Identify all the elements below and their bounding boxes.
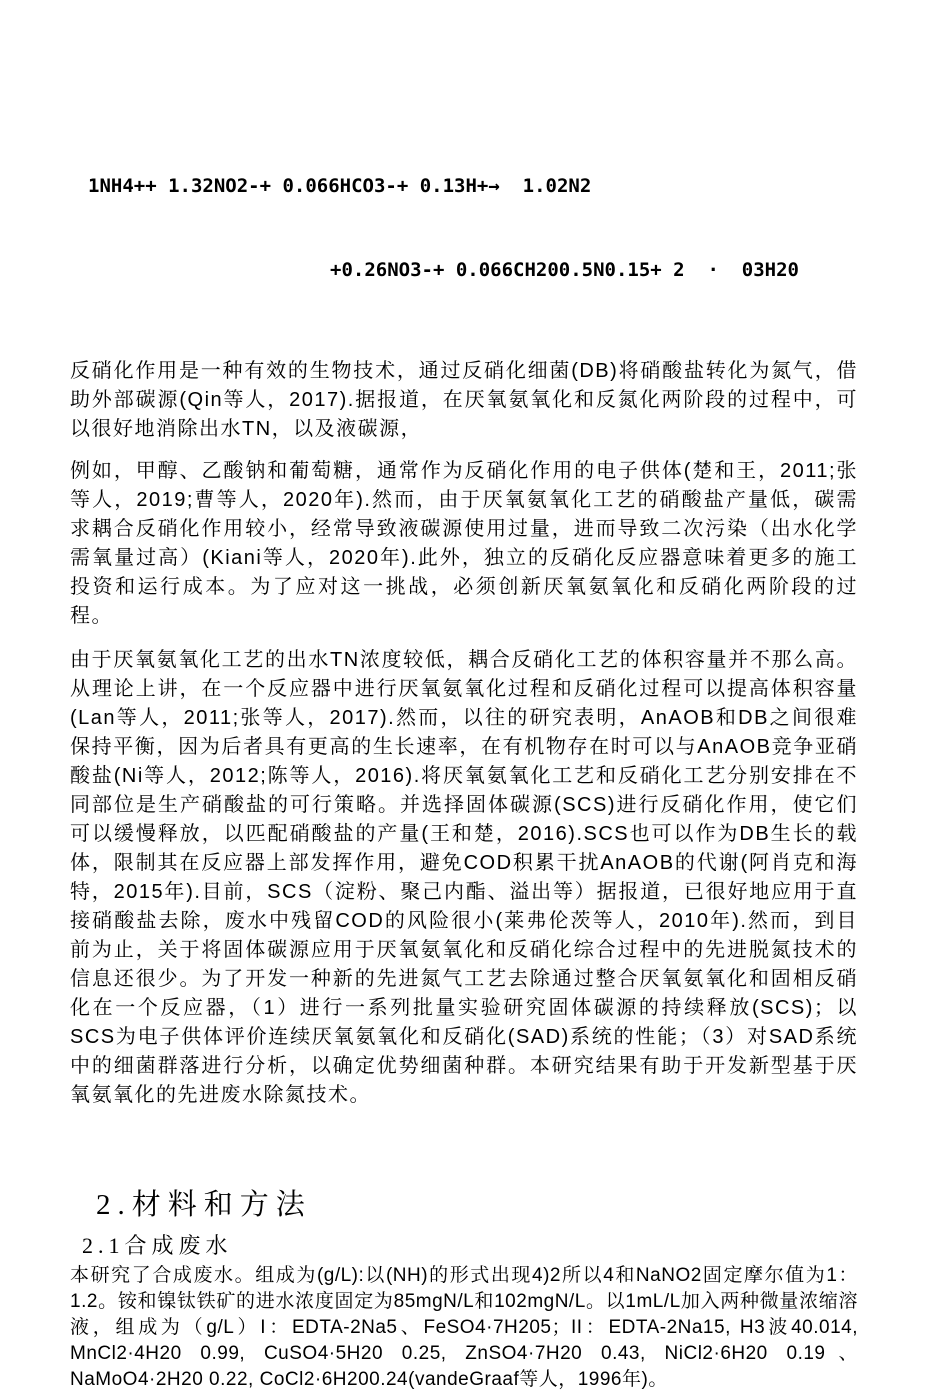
chemical-equation (88, 116, 858, 340)
equation-line-1: 1NH4++ 1.32NO2-+ 0.066HCO3-+ 0.13H+→ 1.02N2 (88, 175, 592, 197)
intro-paragraph-3: 由于厌氧氨氧化工艺的出水TN浓度较低，耦合反硝化工艺的体积容量并不那么高。从理论上讲，在一个反应器中进行厌氧氨氧化过程和反硝化过程可以提高体积容量(Lan等人，2011;张等人，2017).然而，以往的研究表明，AnAOB和DB之间很难保持平衡，因为后者具有更高的生长速率，在有机物存在时可以与AnAOB竞争亚硝酸盐(Ni等人，2012;陈等人，2016).将厌氧氨氧化工艺和反硝化工艺分别安排在不同部位是生产硝酸盐的可行策略。并选择固体碳源(SCS)进行反硝化作用，使它们可以缓慢释放，以匹配硝酸盐的产量(王和楚，2016).SCS也可以作为DB生长的载体，限制其在反应器上部发挥作用，避免COD积累干扰AnAOB的代谢(阿肖克和海特，2015年).目前，SCS（淀粉、聚己内酯、溢出等）据报道，已很好地应用于直接硝酸盐去除，废水中残留COD的风险很小(莱弗伦茨等人，2010年).然而，到目前为止，关于将固体碳源应用于厌氧氨氧化和反硝化综合过程中的先进脱氮技术的信息还很少。为了开发一种新的先进氮气工艺去除通过整合厌氧氨氧化和固相反硝化在一个反应器，（1）进行一系列批量实验研究固体碳源的持续释放(SCS)；以SCS为电子供体评价连续厌氧氨氧化和反硝化(SAD)系统的性能；（3）对SAD系统中的细菌群落进行分析，以确定优势细菌种群。本研究结果有助于开发新型基于厌氧氨氧化的先进废水除氮技术。 (70, 649, 858, 1106)
subsection-heading-synthetic-wastewater: 2.1合成废水 (82, 1233, 233, 1258)
intro-paragraph-2: 例如，甲醇、乙酸钠和葡萄糖，通常作为反硝化作用的电子供体(楚和王，2011;张等人，2019;曹等人，2020年).然而，由于厌氧氨氧化工艺的硝酸盐产量低，碳需求耦合反硝化作用较小，经常导致液碳源使用过量，进而导致二次污染（出水化学需氧量过高）(Kiani等人，2020年).此外，独立的反硝化反应器意味着更多的施工投资和运行成本。为了应对这一挑战，必须创新厌氧氨氧化和反硝化两阶段的过程。 (70, 460, 858, 627)
methods-paragraph: 本研究了合成废水。组成为(g/L):以(NH)的形式出现4)2所以4和NaNO2固定摩尔值为1：1.2。铵和镍钛铁矿的进水浓度固定为85mgN/L和102mgN/L。以1mL/L加入两种微量浓缩溶液，组成为（g/L）I：EDTA-2Na5、FeSO4·7H205；II：EDTA-2Na15, H3波40.014, MnCl2·4H20 0.99, CuSO4·5H20 0.25, ZnSO4·7H20 0.43, NiCl2·6H20 0.19、NaMoO4·2H20 0.22, CoCl2·6H200.24(vandeGraaf等人，1996年)。 (70, 1265, 858, 1390)
section-heading-materials-and-methods: 2.材料和方法 (96, 1189, 312, 1221)
intro-paragraph-1: 反硝化作用是一种有效的生物技术，通过反硝化细菌(DB)将硝酸盐转化为氮气，借助外部碳源(Qin等人，2017).据报道，在厌氧氨氧化和反氮化两阶段的过程中，可以很好地消除出水TN，以及液碳源， (70, 360, 858, 440)
equation-line-2: +0.26NO3-+ 0.066CH200.5N0.15+ 2 · 03H20 (330, 259, 799, 281)
